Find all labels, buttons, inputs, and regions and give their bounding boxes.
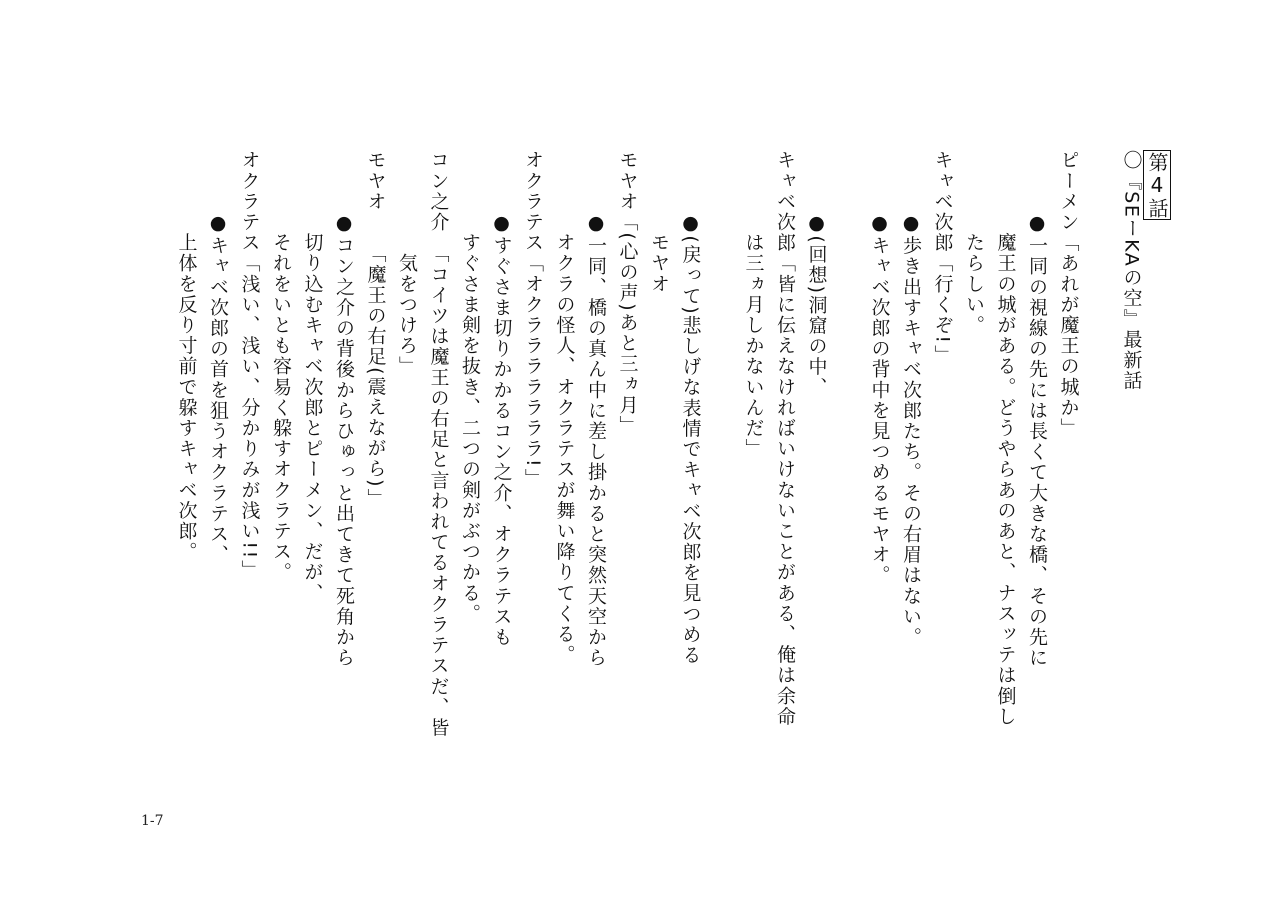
script-line: 切り込むキャベ次郎とピーメン、だが、 bbox=[301, 150, 324, 604]
blank-line bbox=[706, 150, 738, 151]
script-line: は三ヵ月しかないんだ」 bbox=[742, 150, 765, 459]
script-line: すぐさま剣を抜き、二つの剣がぶつかる。 bbox=[459, 150, 481, 624]
script-line: 〇『SEーKAの空』最新話 bbox=[1120, 150, 1143, 391]
script-line: オクラの怪人、オクラテスが舞い降りてくる。 bbox=[553, 150, 576, 665]
script-line: ●(回想)洞窟の中、 bbox=[805, 150, 828, 398]
script-line: 上体を反り寸前で躱すキャベ次郎。 bbox=[175, 150, 198, 562]
script-line: ●コン之介の背後からひゅっと出てきて死角から bbox=[333, 150, 355, 668]
script-line: ピーメン「あれが魔王の城か」 bbox=[1057, 150, 1080, 439]
script-line: モヤオ 「魔王の右足(震えながら)」 bbox=[364, 150, 387, 509]
script-line: オクラテス「オクラララララララ!」 bbox=[522, 150, 544, 489]
script-line: ●一同の視線の先には長くて大きな橋、その先に bbox=[1026, 150, 1048, 668]
script-line: ●キャベ次郎の首を狙うオクラテス、 bbox=[207, 150, 229, 565]
script-line: ●すぐさま切りかかるコン之介、オクラテスも bbox=[490, 150, 513, 648]
script-line: ●(戻って)悲しげな表情でキャベ次郎を見つめる bbox=[679, 150, 702, 666]
script-line: 気をつけろ」 bbox=[396, 150, 418, 377]
script-line: キャベ次郎「皆に伝えなければいけないことがある、俺は余命 bbox=[774, 150, 796, 727]
script-line: それをいとも容易く躱すオクラテス。 bbox=[270, 150, 292, 583]
blank-line bbox=[1147, 150, 1179, 151]
blank-line bbox=[832, 150, 864, 151]
script-line: ●一同、橋の真ん中に差し掛かると突然天空から bbox=[585, 150, 607, 668]
page-number: 1-7 bbox=[141, 813, 164, 829]
script-line: キャベ次郎「行くぞ!」 bbox=[931, 150, 954, 366]
script-line: 魔王の城がある。どうやらあのあと、ナスッテは倒し bbox=[994, 150, 1017, 727]
script-line: モヤオ「(心の声)あと三ヵ月」 bbox=[616, 150, 639, 436]
chapter-label: 第4話 bbox=[1145, 151, 1169, 219]
blank-line bbox=[1084, 150, 1116, 151]
script-body bbox=[170, 150, 1178, 830]
script-line: オクラテス「浅い、浅い、分かりみが浅い!!」 bbox=[238, 150, 261, 581]
script-line: ●歩き出すキャベ次郎たち。その右眉はない。 bbox=[900, 150, 922, 648]
script-line: コン之介 「コイツは魔王の右足と言われてるオクラテスだ、皆 bbox=[427, 150, 450, 738]
script-line: たらしい。 bbox=[963, 150, 985, 336]
script-line: ●キャベ次郎の背中を見つめるモヤオ。 bbox=[868, 150, 891, 586]
script-line: モヤオ bbox=[648, 150, 670, 295]
